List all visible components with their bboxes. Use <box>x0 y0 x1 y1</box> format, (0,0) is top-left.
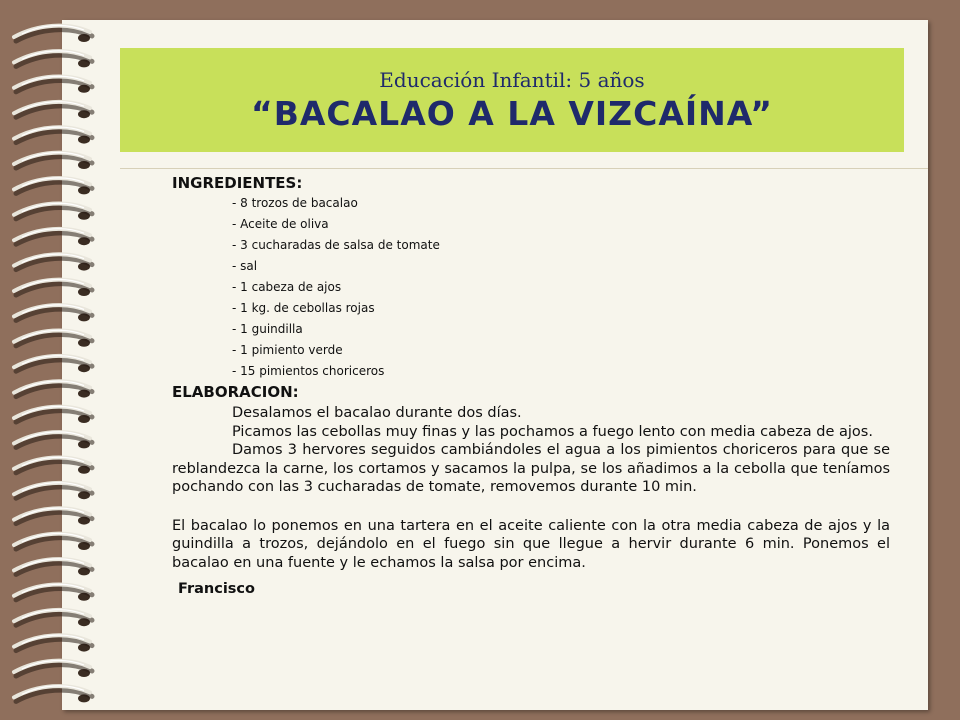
spiral-ring <box>14 330 92 347</box>
spiral-ring <box>14 254 92 271</box>
spiral-ring <box>14 25 92 42</box>
ingredient-item: - sal <box>232 259 258 273</box>
spiral-ring <box>14 406 92 423</box>
ingredient-item: - 1 guindilla <box>232 322 303 336</box>
spiral-ring <box>14 203 92 220</box>
ingredients-heading: INGREDIENTES: <box>172 174 303 192</box>
spiral-ring <box>14 76 92 93</box>
spiral-ring <box>14 660 92 677</box>
recipe-body <box>172 173 890 598</box>
spiral-ring <box>14 152 92 169</box>
spiral-ring <box>14 457 92 474</box>
spiral-ring <box>14 356 92 373</box>
ingredient-item: - 1 pimiento verde <box>232 343 343 357</box>
spiral-ring <box>14 686 92 703</box>
page-subtitle: Educación Infantil: 5 años <box>379 68 645 92</box>
spiral-ring <box>14 279 92 296</box>
spiral-ring <box>14 559 92 576</box>
spiral-ring <box>14 102 92 119</box>
spiral-ring <box>14 635 92 652</box>
ingredients-list <box>172 193 890 382</box>
spiral-ring <box>14 584 92 601</box>
spiral-ring <box>14 432 92 449</box>
elaboration-heading: ELABORACION: <box>172 383 299 401</box>
step-paragraph: Picamos las cebollas muy finas y las pochamos a fuego lento con media cabeza de ajos. <box>232 423 873 440</box>
spiral-ring <box>14 229 92 246</box>
ingredient-item: - 1 cabeza de ajos <box>232 280 342 294</box>
spiral-ring <box>14 483 92 500</box>
spiral-ring <box>14 610 92 627</box>
ingredient-item: - 1 kg. de cebollas rojas <box>232 301 375 315</box>
spiral-binding <box>0 0 120 720</box>
author-name: Francisco <box>178 581 255 597</box>
spiral-ring <box>14 508 92 525</box>
step-paragraph: Damos 3 hervores seguidos cambiándoles el agua a los pimientos choriceros para que se reblandezca la carne, los cortamos y sacamos la pulpa, se los añadimos a la cebolla que teníamos pochando con las 3 cucharadas de tomate, removemos durante 10 min. <box>172 442 890 495</box>
divider <box>120 168 928 169</box>
spiral-ring <box>14 127 92 144</box>
page-title: “BACALAO A LA VIZCAÍNA” <box>251 94 773 133</box>
title-banner <box>120 48 904 152</box>
ingredient-item: - 3 cucharadas de salsa de tomate <box>232 238 440 252</box>
spiral-ring <box>14 381 92 398</box>
spiral-ring <box>14 178 92 195</box>
step-paragraph: Desalamos el bacalao durante dos días. <box>232 405 522 421</box>
spiral-ring <box>14 533 92 550</box>
spiral-ring <box>14 305 92 322</box>
ingredient-item: - Aceite de oliva <box>232 217 329 231</box>
ingredient-item: - 8 trozos de bacalao <box>232 196 358 210</box>
ingredient-item: - 15 pimientos choriceros <box>232 364 385 378</box>
step-paragraph: El bacalao lo ponemos en una tartera en el aceite caliente con la otra media cabeza de ajos y la guindilla a trozos, dejándolo en el fuego sin que llegue a hervir durante 6 min. Ponemos el bacalao en una fuente y le echamos la salsa por encima. <box>172 517 890 571</box>
spiral-ring <box>14 51 92 68</box>
